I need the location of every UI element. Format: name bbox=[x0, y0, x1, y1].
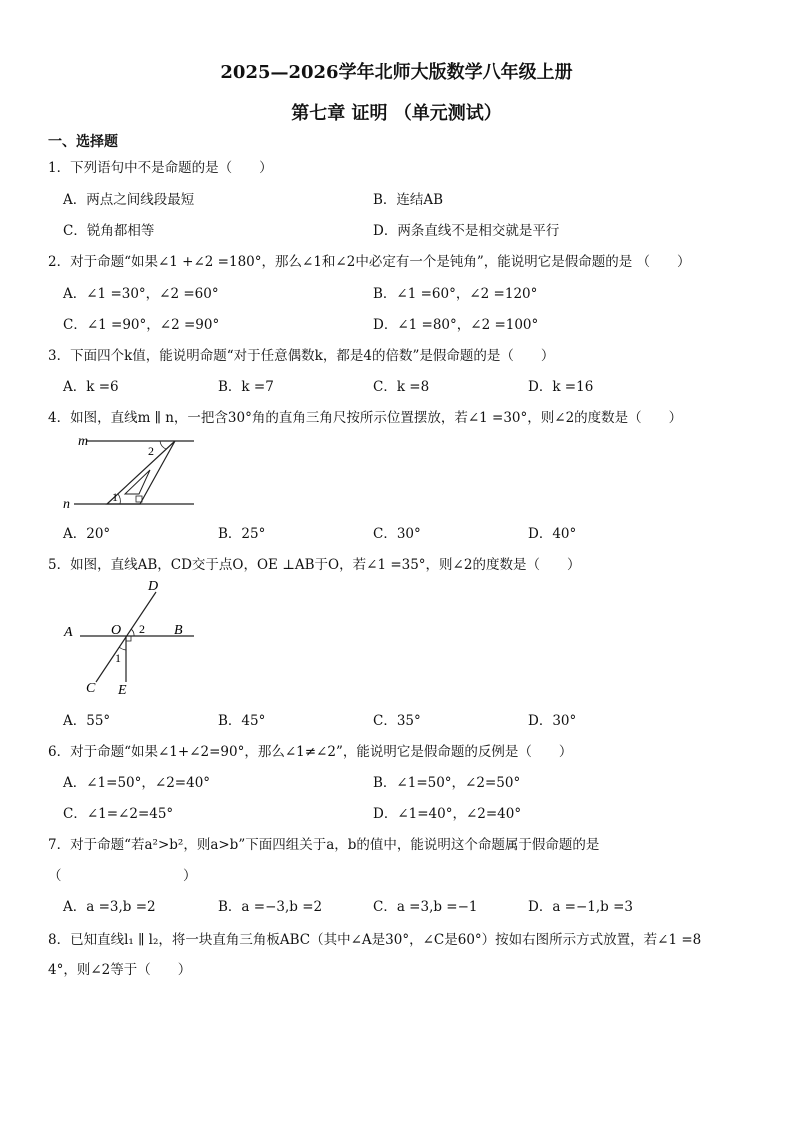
option-d: D．两条直线不是相交就是平行 bbox=[373, 223, 560, 239]
label-angle-1: 1 bbox=[115, 651, 121, 665]
section-heading: 一、选择题 bbox=[48, 134, 118, 150]
option-d: D．∠1=40°，∠2=40° bbox=[373, 806, 522, 822]
option-b: B．∠1 =60°，∠2 =120° bbox=[373, 286, 538, 302]
label-c: C bbox=[86, 681, 96, 696]
option-b: B．∠1=50°，∠2=50° bbox=[373, 775, 521, 791]
option-d: D．k =16 bbox=[528, 379, 594, 395]
option-c: C．锐角都相等 bbox=[63, 223, 155, 239]
label-angle-1: 1 bbox=[112, 490, 118, 504]
option-c: C．k =8 bbox=[373, 379, 430, 395]
option-c: C．∠1=∠2=45° bbox=[63, 806, 174, 822]
question-stem: 5．如图，直线AB，CD交于点O，OE ⊥AB于O，若∠1 =35°，则∠2的度数是（ ） bbox=[48, 557, 581, 573]
label-m: m bbox=[78, 434, 89, 449]
label-a: A bbox=[64, 625, 73, 640]
option-a: A．55° bbox=[63, 713, 111, 729]
question-stem-continued: 4°，则∠2等于（ ） bbox=[48, 962, 192, 978]
label-n: n bbox=[63, 497, 70, 512]
option-d: D．30° bbox=[528, 713, 577, 729]
question-stem: 6．对于命题“如果∠1+∠2=90°，那么∠1≠∠2”，能说明它是假命题的反例是（ ） bbox=[48, 744, 573, 760]
option-b: B．45° bbox=[218, 713, 266, 729]
option-b: B．连结AB bbox=[373, 192, 444, 208]
option-c: C．a =3,b =−1 bbox=[373, 899, 478, 915]
option-c: C．30° bbox=[373, 526, 421, 542]
page-title: 2025—2026学年北师大版数学八年级上册 bbox=[220, 62, 573, 83]
question-stem: 2．对于命题“如果∠1 +∠2 =180°，那么∠1和∠2中必定有一个是钝角”，能说明它是假命题的是 （ ） bbox=[48, 254, 691, 270]
option-b: B．a =−3,b =2 bbox=[218, 899, 323, 915]
option-a: A．∠1 =30°，∠2 =60° bbox=[63, 286, 219, 302]
page-subtitle: 第七章 证明 （单元测试） bbox=[291, 103, 502, 124]
option-d: D．a =−1,b =3 bbox=[528, 899, 634, 915]
label-e: E bbox=[118, 683, 127, 698]
option-a: A．a =3,b =2 bbox=[63, 899, 156, 915]
option-b: B．k =7 bbox=[218, 379, 274, 395]
question-stem: 8．已知直线l₁ ∥ l₂，将一块直角三角板ABC（其中∠A是30°，∠C是60°）按如右图所示方式放置，若∠1 =8 bbox=[48, 932, 702, 948]
question-stem: 4．如图，直线m ∥ n，一把含30°角的直角三角尺按所示位置摆放，若∠1 =30°，则∠2的度数是（ ） bbox=[48, 410, 683, 426]
label-b: B bbox=[174, 623, 183, 638]
option-a: A．∠1=50°，∠2=40° bbox=[63, 775, 211, 791]
parallel-lines-triangle-figure bbox=[60, 432, 210, 512]
label-d: D bbox=[148, 579, 159, 594]
option-a: A．两点之间线段最短 bbox=[63, 192, 195, 208]
intersecting-lines-figure bbox=[60, 574, 200, 700]
answer-bracket: （ ） bbox=[48, 868, 197, 884]
question-stem: 1．下列语句中不是命题的是（ ） bbox=[48, 160, 273, 176]
option-a: A．20° bbox=[63, 526, 111, 542]
option-d: D．∠1 =80°，∠2 =100° bbox=[373, 317, 539, 333]
option-d: D．40° bbox=[528, 526, 577, 542]
option-c: C．∠1 =90°，∠2 =90° bbox=[63, 317, 220, 333]
question-stem: 7．对于命题“若a²>b²，则a>b”下面四组关于a，b的值中，能说明这个命题属于假命题的是 bbox=[48, 837, 600, 853]
label-o: O bbox=[111, 623, 122, 638]
label-angle-2: 2 bbox=[139, 622, 145, 636]
option-b: B．25° bbox=[218, 526, 266, 542]
label-angle-2: 2 bbox=[148, 444, 154, 458]
option-a: A．k =6 bbox=[63, 379, 119, 395]
question-stem: 3．下面四个k值，能说明命题“对于任意偶数k，都是4的倍数”是假命题的是（ ） bbox=[48, 348, 555, 364]
option-c: C．35° bbox=[373, 713, 421, 729]
